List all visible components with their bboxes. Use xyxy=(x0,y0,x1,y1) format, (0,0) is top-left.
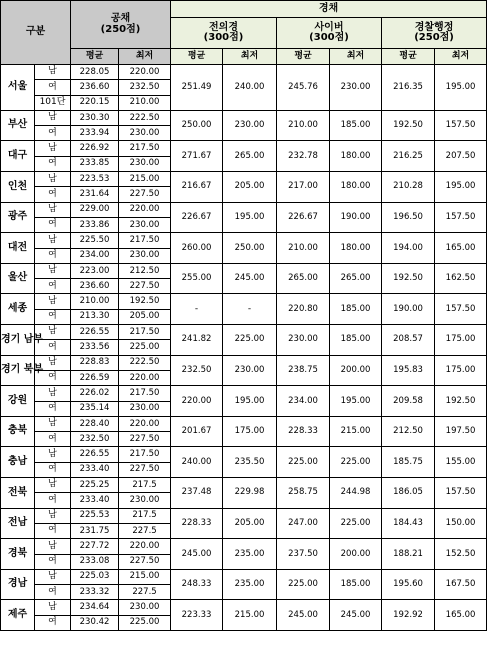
gender-cell: 여 xyxy=(35,340,71,355)
gongchae-avg-cell: 227.72 xyxy=(71,539,119,554)
gongchae-min-cell: 217.50 xyxy=(119,233,171,248)
cyber-min-cell: 180.00 xyxy=(330,233,382,264)
admin-min-cell: 162.50 xyxy=(435,263,487,294)
table-row xyxy=(1,508,487,523)
gongchae-avg-cell: 226.55 xyxy=(71,447,119,462)
cyber-min-cell: 200.00 xyxy=(330,355,382,386)
cyber-avg-cell: 226.67 xyxy=(277,202,330,233)
jeonuigyeong-avg-cell: 245.00 xyxy=(171,539,223,570)
jeonuigyeong-min-cell: 205.00 xyxy=(223,508,277,539)
admin-points: (250점) xyxy=(414,32,454,43)
admin-avg-cell: 216.35 xyxy=(382,65,435,111)
admin-avg-cell: 196.50 xyxy=(382,202,435,233)
cyber-min-cell: 180.00 xyxy=(330,141,382,172)
gongchae-min-cell: 215.00 xyxy=(119,569,171,584)
gongchae-avg-cell: 231.64 xyxy=(71,187,119,202)
table-row xyxy=(1,386,487,401)
jeonuigyeong-min-header: 최저 xyxy=(223,49,277,65)
admin-min-cell: 157.50 xyxy=(435,202,487,233)
admin-min-cell: 175.00 xyxy=(435,355,487,386)
gender-cell: 남 xyxy=(35,539,71,554)
jeonuigyeong-min-cell: - xyxy=(223,294,277,325)
table-row xyxy=(1,172,487,187)
gongchae-min-cell: 215.00 xyxy=(119,172,171,187)
jeonuigyeong-min-cell: 195.00 xyxy=(223,202,277,233)
jeonuigyeong-avg-header: 평균 xyxy=(171,49,223,65)
jeonuigyeong-avg-cell: 237.48 xyxy=(171,478,223,509)
gongchae-min-cell: 220.00 xyxy=(119,65,171,80)
admin-min-cell: 157.50 xyxy=(435,478,487,509)
gongchae-min-cell: 217.50 xyxy=(119,386,171,401)
gongchae-avg-cell: 230.30 xyxy=(71,110,119,125)
gender-cell: 남 xyxy=(35,172,71,187)
gongchae-min-cell: 227.50 xyxy=(119,462,171,477)
cyber-avg-header: 평균 xyxy=(277,49,330,65)
jeonuigyeong-min-cell: 240.00 xyxy=(223,65,277,111)
gongchae-min-cell: 230.00 xyxy=(119,600,171,615)
region-name: 충북 xyxy=(1,416,35,447)
jeonuigyeong-min-cell: 235.00 xyxy=(223,539,277,570)
gongchae-avg-cell: 235.14 xyxy=(71,401,119,416)
gongchae-min-cell: 217.50 xyxy=(119,141,171,156)
gender-cell: 남 xyxy=(35,569,71,584)
table-row xyxy=(1,233,487,248)
gongchae-min-cell: 222.50 xyxy=(119,355,171,370)
gongchae-min-cell: 230.00 xyxy=(119,126,171,141)
gongchae-min-cell: 192.50 xyxy=(119,294,171,309)
admin-avg-cell: 210.28 xyxy=(382,172,435,203)
region-name: 제주 xyxy=(1,600,35,631)
gongchae-avg-cell: 225.50 xyxy=(71,233,119,248)
jeonuigyeong-avg-cell: 241.82 xyxy=(171,325,223,356)
cyber-min-cell: 225.00 xyxy=(330,447,382,478)
gender-cell: 남 xyxy=(35,355,71,370)
gongchae-avg-cell: 226.55 xyxy=(71,325,119,340)
gongchae-min-cell: 225.00 xyxy=(119,615,171,630)
jeonuigyeong-avg-cell: 240.00 xyxy=(171,447,223,478)
jeonuigyeong-avg-cell: 250.00 xyxy=(171,110,223,141)
gongchae-min-cell: 225.00 xyxy=(119,340,171,355)
cyber-min-cell: 185.00 xyxy=(330,294,382,325)
gongchae-avg-cell: 233.56 xyxy=(71,340,119,355)
admin-min-header: 최저 xyxy=(435,49,487,65)
cyber-avg-cell: 210.00 xyxy=(277,110,330,141)
jeonuigyeong-min-cell: 225.00 xyxy=(223,325,277,356)
cyber-min-cell: 200.00 xyxy=(330,539,382,570)
cyber-min-cell: 180.00 xyxy=(330,172,382,203)
cyber-min-cell: 190.00 xyxy=(330,202,382,233)
gongchae-min-cell: 217.50 xyxy=(119,325,171,340)
gongchae-min-cell: 227.50 xyxy=(119,554,171,569)
admin-avg-cell: 185.75 xyxy=(382,447,435,478)
cyber-avg-cell: 258.75 xyxy=(277,478,330,509)
admin-avg-cell: 195.83 xyxy=(382,355,435,386)
region-name: 서울 xyxy=(1,65,35,111)
gongchae-avg-cell: 232.50 xyxy=(71,432,119,447)
admin-avg-cell: 192.50 xyxy=(382,110,435,141)
gongchae-avg-cell: 233.94 xyxy=(71,126,119,141)
gongchae-min-cell: 227.50 xyxy=(119,187,171,202)
admin-avg-cell: 194.00 xyxy=(382,233,435,264)
jeonuigyeong-min-cell: 245.00 xyxy=(223,263,277,294)
admin-min-cell: 192.50 xyxy=(435,386,487,417)
gongchae-min-cell: 210.00 xyxy=(119,95,171,110)
admin-min-cell: 155.00 xyxy=(435,447,487,478)
admin-avg-cell: 195.60 xyxy=(382,569,435,600)
cyber-min-cell: 265.00 xyxy=(330,263,382,294)
admin-min-cell: 207.50 xyxy=(435,141,487,172)
cyber-avg-cell: 225.00 xyxy=(277,447,330,478)
gender-cell: 남 xyxy=(35,294,71,309)
gongchae-min-cell: 217.50 xyxy=(119,447,171,462)
admin-min-cell: 195.00 xyxy=(435,65,487,111)
gyeongchae-header: 경채 xyxy=(171,1,487,18)
gongchae-avg-cell: 233.08 xyxy=(71,554,119,569)
cyber-points: (300점) xyxy=(309,32,349,43)
admin-min-cell: 165.00 xyxy=(435,233,487,264)
gender-cell: 여 xyxy=(35,401,71,416)
gongchae-avg-cell: 229.00 xyxy=(71,202,119,217)
admin-min-cell: 157.50 xyxy=(435,110,487,141)
gongchae-avg-cell: 230.42 xyxy=(71,615,119,630)
gongchae-avg-header: 평균 xyxy=(71,49,119,65)
gender-cell: 남 xyxy=(35,110,71,125)
cyber-header xyxy=(277,18,382,49)
jeonuigyeong-min-cell: 195.00 xyxy=(223,386,277,417)
jeonuigyeong-avg-cell: 223.33 xyxy=(171,600,223,631)
jeonuigyeong-min-cell: 230.00 xyxy=(223,355,277,386)
gongchae-min-cell: 227.50 xyxy=(119,432,171,447)
gender-cell: 남 xyxy=(35,508,71,523)
cyber-avg-cell: 225.00 xyxy=(277,569,330,600)
gongchae-avg-cell: 233.40 xyxy=(71,493,119,508)
gongchae-min-cell: 220.00 xyxy=(119,539,171,554)
gongchae-avg-cell: 213.30 xyxy=(71,309,119,324)
gongchae-min-cell: 230.00 xyxy=(119,156,171,171)
gongchae-avg-cell: 233.86 xyxy=(71,217,119,232)
gongchae-min-header: 최저 xyxy=(119,49,171,65)
gender-cell: 여 xyxy=(35,370,71,385)
gender-cell: 여 xyxy=(35,554,71,569)
region-name: 부산 xyxy=(1,110,35,141)
gender-cell: 여 xyxy=(35,156,71,171)
jeonuigyeong-min-cell: 235.50 xyxy=(223,447,277,478)
region-name: 대전 xyxy=(1,233,35,264)
gender-cell: 여 xyxy=(35,432,71,447)
region-name: 전북 xyxy=(1,478,35,509)
gongchae-min-cell: 222.50 xyxy=(119,110,171,125)
gender-cell: 남 xyxy=(35,478,71,493)
gongchae-avg-cell: 233.85 xyxy=(71,156,119,171)
table-row xyxy=(1,569,487,584)
cyber-avg-cell: 245.00 xyxy=(277,600,330,631)
jeonuigyeong-points: (300점) xyxy=(203,32,244,43)
table-row xyxy=(1,263,487,278)
gender-cell: 남 xyxy=(35,600,71,615)
table-row xyxy=(1,65,487,80)
region-name: 경남 xyxy=(1,569,35,600)
table-row xyxy=(1,539,487,554)
jeonuigyeong-min-cell: 205.00 xyxy=(223,172,277,203)
cyber-min-cell: 225.00 xyxy=(330,508,382,539)
cyber-title: 사이버 xyxy=(314,21,344,33)
jeonuigyeong-avg-cell: - xyxy=(171,294,223,325)
table-row xyxy=(1,478,487,493)
table-row xyxy=(1,141,487,156)
gongchae-min-cell: 212.50 xyxy=(119,263,171,278)
jeonuigyeong-avg-cell: 220.00 xyxy=(171,386,223,417)
region-name: 세종 xyxy=(1,294,35,325)
gongchae-header xyxy=(71,1,171,49)
gender-cell: 남 xyxy=(35,141,71,156)
gongchae-avg-cell: 228.05 xyxy=(71,65,119,80)
gongchae-avg-cell: 225.53 xyxy=(71,508,119,523)
admin-avg-cell: 216.25 xyxy=(382,141,435,172)
jeonuigyeong-min-cell: 235.00 xyxy=(223,569,277,600)
admin-title: 경찰행정 xyxy=(414,21,454,33)
gongchae-avg-cell: 210.00 xyxy=(71,294,119,309)
gender-cell: 남 xyxy=(35,386,71,401)
gongchae-min-cell: 227.5 xyxy=(119,585,171,600)
gender-cell: 남 xyxy=(35,263,71,278)
gongchae-min-cell: 230.00 xyxy=(119,217,171,232)
gongchae-min-cell: 227.50 xyxy=(119,279,171,294)
jeonuigyeong-avg-cell: 226.67 xyxy=(171,202,223,233)
admin-min-cell: 152.50 xyxy=(435,539,487,570)
jeonuigyeong-avg-cell: 216.67 xyxy=(171,172,223,203)
table-row xyxy=(1,110,487,125)
gender-cell: 여 xyxy=(35,126,71,141)
admin-min-cell: 165.00 xyxy=(435,600,487,631)
gongchae-min-cell: 230.00 xyxy=(119,493,171,508)
admin-avg-cell: 184.43 xyxy=(382,508,435,539)
gender-cell: 남 xyxy=(35,416,71,431)
table-row xyxy=(1,600,487,615)
gongchae-avg-cell: 223.53 xyxy=(71,172,119,187)
gongchae-avg-cell: 220.15 xyxy=(71,95,119,110)
jeonuigyeong-min-cell: 250.00 xyxy=(223,233,277,264)
cyber-avg-cell: 232.78 xyxy=(277,141,330,172)
admin-avg-cell: 192.92 xyxy=(382,600,435,631)
gongchae-avg-cell: 233.40 xyxy=(71,462,119,477)
cyber-min-cell: 230.00 xyxy=(330,65,382,111)
gongchae-avg-cell: 236.60 xyxy=(71,279,119,294)
table-row xyxy=(1,447,487,462)
cyber-avg-cell: 247.00 xyxy=(277,508,330,539)
gongchae-avg-cell: 228.83 xyxy=(71,355,119,370)
gongchae-avg-cell: 225.25 xyxy=(71,478,119,493)
jeonuigyeong-avg-cell: 228.33 xyxy=(171,508,223,539)
admin-avg-header: 평균 xyxy=(382,49,435,65)
admin-avg-cell: 190.00 xyxy=(382,294,435,325)
cyber-avg-cell: 237.50 xyxy=(277,539,330,570)
table-row xyxy=(1,416,487,431)
admin-avg-cell: 212.50 xyxy=(382,416,435,447)
gender-cell: 여 xyxy=(35,462,71,477)
gongchae-min-cell: 217.5 xyxy=(119,478,171,493)
jeonuigyeong-avg-cell: 255.00 xyxy=(171,263,223,294)
cyber-min-cell: 245.00 xyxy=(330,600,382,631)
cyber-avg-cell: 228.33 xyxy=(277,416,330,447)
jeonuigyeong-avg-cell: 232.50 xyxy=(171,355,223,386)
gender-cell: 남 xyxy=(35,202,71,217)
cyber-min-cell: 195.00 xyxy=(330,386,382,417)
gongchae-min-cell: 232.50 xyxy=(119,80,171,95)
gongchae-avg-cell: 233.32 xyxy=(71,585,119,600)
admin-min-cell: 167.50 xyxy=(435,569,487,600)
jeonuigyeong-min-cell: 229.98 xyxy=(223,478,277,509)
score-table-body xyxy=(1,65,487,631)
admin-avg-cell: 209.58 xyxy=(382,386,435,417)
table-row xyxy=(1,325,487,340)
jeonuigyeong-header xyxy=(171,18,277,49)
gender-cell: 여 xyxy=(35,523,71,538)
cyber-min-header: 최저 xyxy=(330,49,382,65)
admin-min-cell: 150.00 xyxy=(435,508,487,539)
gongchae-avg-cell: 223.00 xyxy=(71,263,119,278)
gender-cell: 남 xyxy=(35,325,71,340)
cyber-min-cell: 185.00 xyxy=(330,110,382,141)
gender-cell: 남 xyxy=(35,233,71,248)
gender-cell: 여 xyxy=(35,309,71,324)
gongchae-avg-cell: 228.40 xyxy=(71,416,119,431)
admin-header xyxy=(382,18,487,49)
cyber-avg-cell: 217.00 xyxy=(277,172,330,203)
admin-min-cell: 195.00 xyxy=(435,172,487,203)
cyber-min-cell: 185.00 xyxy=(330,325,382,356)
gongchae-avg-cell: 226.92 xyxy=(71,141,119,156)
gongchae-min-cell: 230.00 xyxy=(119,248,171,263)
cyber-min-cell: 244.98 xyxy=(330,478,382,509)
jeonuigyeong-avg-cell: 251.49 xyxy=(171,65,223,111)
gongchae-min-cell: 217.5 xyxy=(119,508,171,523)
cyber-min-cell: 185.00 xyxy=(330,569,382,600)
cyber-avg-cell: 265.00 xyxy=(277,263,330,294)
gender-cell: 여 xyxy=(35,585,71,600)
cyber-avg-cell: 238.75 xyxy=(277,355,330,386)
admin-avg-cell: 186.05 xyxy=(382,478,435,509)
gongchae-min-cell: 220.00 xyxy=(119,370,171,385)
gongchae-title: 공채 xyxy=(110,13,131,24)
jeonuigyeong-min-cell: 265.00 xyxy=(223,141,277,172)
gender-cell: 여 xyxy=(35,217,71,232)
cyber-avg-cell: 245.76 xyxy=(277,65,330,111)
category-header: 구분 xyxy=(1,1,71,65)
region-name: 울산 xyxy=(1,263,35,294)
jeonuigyeong-min-cell: 175.00 xyxy=(223,416,277,447)
jeonuigyeong-avg-cell: 248.33 xyxy=(171,569,223,600)
admin-avg-cell: 188.21 xyxy=(382,539,435,570)
gender-cell: 여 xyxy=(35,615,71,630)
jeonuigyeong-min-cell: 215.00 xyxy=(223,600,277,631)
table-row xyxy=(1,355,487,370)
gongchae-avg-cell: 234.00 xyxy=(71,248,119,263)
gender-cell: 101단 xyxy=(35,95,71,110)
gongchae-avg-cell: 226.59 xyxy=(71,370,119,385)
table-row xyxy=(1,294,487,309)
region-name: 경기 남부 xyxy=(1,325,35,356)
gongchae-avg-cell: 236.60 xyxy=(71,80,119,95)
region-name: 대구 xyxy=(1,141,35,172)
gongchae-min-cell: 220.00 xyxy=(119,202,171,217)
gongchae-min-cell: 227.5 xyxy=(119,523,171,538)
gender-cell: 여 xyxy=(35,80,71,95)
jeonuigyeong-min-cell: 230.00 xyxy=(223,110,277,141)
gender-cell: 여 xyxy=(35,279,71,294)
region-name: 광주 xyxy=(1,202,35,233)
jeonuigyeong-avg-cell: 271.67 xyxy=(171,141,223,172)
gongchae-avg-cell: 225.03 xyxy=(71,569,119,584)
gongchae-points: (250점) xyxy=(100,23,141,35)
gongchae-avg-cell: 231.75 xyxy=(71,523,119,538)
gongchae-avg-cell: 226.02 xyxy=(71,386,119,401)
region-name: 충남 xyxy=(1,447,35,478)
admin-avg-cell: 208.57 xyxy=(382,325,435,356)
gongchae-min-cell: 230.00 xyxy=(119,401,171,416)
region-name: 인천 xyxy=(1,172,35,203)
admin-avg-cell: 192.50 xyxy=(382,263,435,294)
cyber-avg-cell: 210.00 xyxy=(277,233,330,264)
admin-min-cell: 197.50 xyxy=(435,416,487,447)
gongchae-min-cell: 205.00 xyxy=(119,309,171,324)
gender-cell: 남 xyxy=(35,447,71,462)
cyber-avg-cell: 230.00 xyxy=(277,325,330,356)
table-row xyxy=(1,202,487,217)
region-name: 경북 xyxy=(1,539,35,570)
jeonuigyeong-title: 전의경 xyxy=(209,21,238,33)
jeonuigyeong-avg-cell: 201.67 xyxy=(171,416,223,447)
cyber-min-cell: 215.00 xyxy=(330,416,382,447)
gender-cell: 여 xyxy=(35,187,71,202)
gender-cell: 남 xyxy=(35,65,71,80)
region-name: 경기 북부 xyxy=(1,355,35,386)
region-name: 강원 xyxy=(1,386,35,417)
jeonuigyeong-avg-cell: 260.00 xyxy=(171,233,223,264)
gender-cell: 여 xyxy=(35,248,71,263)
admin-min-cell: 175.00 xyxy=(435,325,487,356)
cyber-avg-cell: 220.80 xyxy=(277,294,330,325)
gender-cell: 여 xyxy=(35,493,71,508)
region-name: 전남 xyxy=(1,508,35,539)
admin-min-cell: 157.50 xyxy=(435,294,487,325)
gongchae-min-cell: 220.00 xyxy=(119,416,171,431)
cyber-avg-cell: 234.00 xyxy=(277,386,330,417)
gongchae-avg-cell: 234.64 xyxy=(71,600,119,615)
